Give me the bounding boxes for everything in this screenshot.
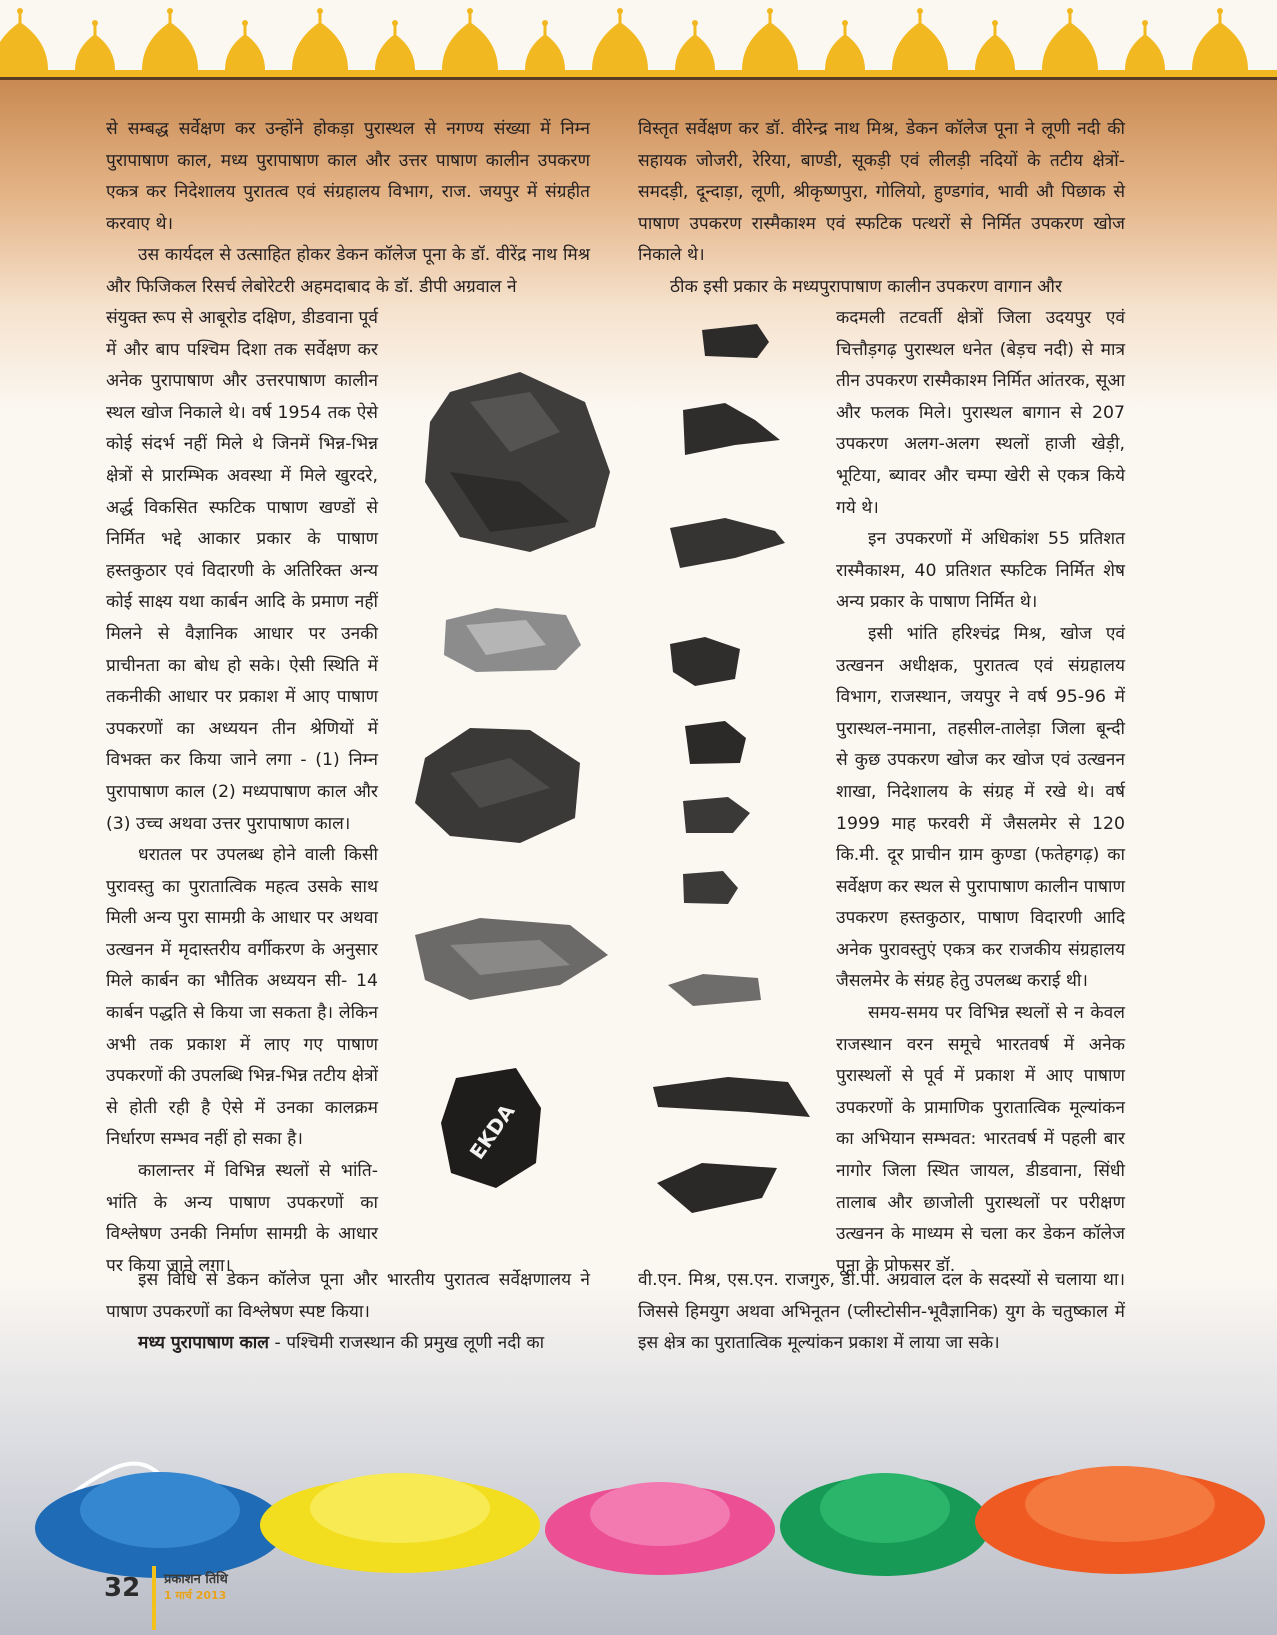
paragraph: उस कार्यदल से उत्साहित होकर डेकन कॉलेज पूना के डॉ. वीरेंद्र नाथ मिश्र और फिजिकल रिसर्च लेबोरेटरी अहमदाबाद के डॉ. डीपी अग्रवाल ने: [106, 245, 590, 297]
dome-shape: [75, 34, 115, 70]
paragraph: कालान्तर में विभिन्न स्थलों से भांति-भांति के अन्य पाषाण उपकरणों का विश्लेषण उनकी निर्माण सामग्री के आधार पर किया जाने लगा।: [106, 1161, 378, 1276]
dome-shape: [892, 22, 948, 70]
stone-tool-image: [663, 970, 763, 1010]
paragraph: संयुक्त रूप से आबूरोड दक्षिण, डीडवाना पूर्व में और बाप पश्चिम दिशा तक सर्वेक्षण कर अनेक पुरापाषाण और उत्तरपाषाण कालीन स्थल खोज निकाले थे। वर्ष 1954 तक ऐसे कोई संदर्भ नहीं मिले थे जिनमें भिन्न-भिन्न क्षेत्रों से प्रारम्भिक अवस्था में मिले खुरदरे, अर्द्ध विकसित स्फटिक पाषाण खण्डों से निर्मित भद्दे आकार प्रकार के पाषाण हस्तकुठार एवं विदारणी के अतिरिक्त अन्य कोई साक्ष्य यथा कार्बन आदि के प्रमाण नहीं मिलने से वैज्ञानिक आधार पर उनकी प्राचीनता का बोध हो सके। ऐसी स्थिति में तकनीकी आधार पर प्रकाश में आए पाषाण उपकरणों का अध्ययन तीन श्रेणियों में विभक्त कर किया जाने लगा - (1) निम्न पुरापाषाण काल (2) मध्यपाषाण काल और (3) उच्च अथवा उत्तर पुरापाषाण काल।: [106, 308, 378, 834]
col1-bottom-text: [106, 1265, 590, 1360]
paragraph: इन उपकरणों में अधिकांश 55 प्रतिशत रास्मैकाश्म, 40 प्रतिशत स्फटिक निर्मित शेष अन्य प्रकार के पाषाण निर्मित थे।: [836, 529, 1125, 613]
dome-shape: [225, 34, 265, 70]
footer-divider: [152, 1566, 156, 1630]
stone-tool-image: [436, 600, 586, 680]
dome-shape: [442, 22, 498, 70]
dome-shape: [375, 34, 415, 70]
col1-narrow-text: [106, 303, 378, 1282]
paragraph: वी.एन. मिश्र, एस.एन. राजगुरु, डी.पी. अग्रवाल दल के सदस्यों से चलाया था। जिससे हिमयुग अथवा अभिनूतन (प्लीस्टोसीन-भूवैज्ञानिक) युग के चतुष्काल में इस क्षेत्र का पुरातात्विक मूल्यांकन प्रकाश में लाया जा सके।: [638, 1270, 1125, 1354]
stone-tool-image: [680, 718, 750, 768]
paragraph: समय-समय पर विभिन्न स्थलों से न केवल राजस्थान वरन समूचे भारतवर्ष में अनेक पुरास्थलों से पूर्व में प्रकाश में आए पाषाण उपकरणों के प्रामाणिक पुरातात्विक मूल्यांकन का अभियान सम्भवत: भारतवर्ष में पहली बार नागोर जिला स्थित जायल, डीडवाना, सिंधी तालाब और छाजोली पुरास्थलों पर परीक्षण उत्खनन के माध्यम से चला कर डेकन कॉलेज पूना के प्रोफसर डॉ.: [836, 1003, 1125, 1276]
col2-narrow-text: [836, 303, 1125, 1282]
paragraph: इस विधि से डेकन कॉलेज पूना और भारतीय पुरातत्व सर्वेक्षणालय ने पाषाण उपकरणों का विश्लेषण स्पष्ट किया।: [106, 1270, 590, 1322]
paragraph: [106, 1328, 590, 1360]
dome-shape: [1042, 22, 1098, 70]
dome-shape: [1192, 22, 1248, 70]
dome-shape: [292, 22, 348, 70]
paragraph: से सम्बद्ध सर्वेक्षण कर उन्होंने होकड़ा पुरास्थल से नगण्य संख्या में निम्न पुरापाषाण काल, मध्य पुरापाषाण काल और उत्तर पाषाण कालीन उपकरण एकत्र कर निदेशालय पुरातत्व एवं संग्रहालय विभाग, राज. जयपुर में संग्रहीत करवाए थे।: [106, 119, 590, 234]
stone-tool-image: [665, 513, 790, 573]
dome-shape: [1125, 34, 1165, 70]
header-domes-border: [0, 0, 1277, 84]
dome-shape: [675, 34, 715, 70]
page-number: 32: [104, 1573, 141, 1603]
dome-shape: [592, 22, 648, 70]
stone-tool-image: [410, 910, 610, 1005]
heading-continuation: - पश्चिमी राजस्थान की प्रमुख लूणी नदी का: [268, 1333, 545, 1354]
stone-tool-image: [678, 793, 753, 838]
paragraph: ठीक इसी प्रकार के मध्यपुरापाषाण कालीन उपकरण वागान और: [670, 276, 1063, 297]
stone-tool-image: [648, 1072, 813, 1127]
domes-illustration: [0, 0, 1277, 84]
paragraph: विस्तृत सर्वेक्षण कर डॉ. वीरेन्द्र नाथ मिश्र, डेकन कॉलेज पूना ने लूणी नदी की सहायक जोजरी, रेरिया, बाण्डी, सूकड़ी एवं लीलड़ी नदियों के तटीय क्षेत्रों- समदड़ी, दून्दाड़ा, लूणी, श्रीकृष्णपुरा, गोलियो, हुण्डगांव, भावी औ पिछाक से पाषाण उपकरण रास्मैकाश्म एवं स्फटिक पत्थरों से निर्मित उपकरण खोज निकाले थे।: [638, 119, 1125, 266]
dome-shape: [525, 34, 565, 70]
stone-tool-image: [678, 868, 740, 908]
section-heading: मध्य पुरापाषाण काल: [138, 1333, 269, 1354]
dome-shape: [0, 22, 48, 70]
stone-tool-image: [436, 1063, 546, 1193]
paragraph: कदमली तटवर्ती क्षेत्रों जिला उदयपुर एवं चित्तौड़गढ़ पुरास्थल धनेत (बेड़च नदी) से मात्र तीन उपकरण रास्मैकाश्म निर्मित आंतरक, सूआ और फलक मिले। पुरास्थल बागान से 207 उपकरण अलग-अलग स्थलों हाजी खेड़ी, भूटिया, ब्यावर और चम्पा खेरी से एकत्र किये गये थे।: [836, 308, 1125, 518]
dome-shape: [975, 34, 1015, 70]
stone-tool-image: [652, 1158, 782, 1218]
dome-shape: [825, 34, 865, 70]
paragraph: धरातल पर उपलब्ध होने वाली किसी पुरावस्तु का पुरातात्विक महत्व उसके साथ मिली अन्य पुरा सामग्री के आधार पर अथवा उत्खनन में मृदास्तरीय वर्गीकरण के अनुसार मिले कार्बन का भौतिक अध्ययन सी- 14 कार्बन पद्धति से किया जा सकता है। लेकिन अभी तक प्रकाश में लाए गए पाषाण उपकरणों की उपलब्धि भिन्न-भिन्न तटीय क्षेत्रों से होती रही है ऐसे में उनका कालक्रम निर्धारण सम्भव नहीं हो सका है।: [106, 845, 378, 1150]
colored-powders-illustration: [0, 1430, 1277, 1635]
stone-tool-image: [410, 718, 590, 848]
dome-shape: [142, 22, 198, 70]
stone-tool-image: [665, 634, 745, 689]
publication-date: 1 मार्च 2013: [164, 1589, 227, 1602]
paragraph: इसी भांति हरिश्चंद्र मिश्र, खोज एवं उत्खनन अधीक्षक, पुरातत्व एवं संग्रहालय विभाग, राजस्थान, जयपुर ने वर्ष 95-96 में पुरास्थल-नमाना, तहसील-तालेड़ा जिला बून्दी से कुछ उपकरण खोज कर खोज एवं उत्खनन शाखा, निदेशालय के संग्रह में रखे थे। वर्ष 1999 माह फरवरी में जैसलमेर से 120 कि.मी. दूर प्राचीन ग्राम कुण्डा (फतेहगढ़) का सर्वेक्षण कर स्थल से पुरापाषाण कालीन पाषाण उपकरण हस्तकुठार, पाषाण विदारणी आदि अनेक पुरावस्तुएं एकत्र कर राजकीय संग्रहालय जैसलमेर के संग्रह हेतु उपलब्ध कराई थी।: [836, 623, 1125, 992]
publication-date-label: प्रकाशन तिथि: [164, 1572, 228, 1587]
stone-tool-image: [675, 400, 785, 460]
col1-top-text: [106, 114, 590, 304]
stone-label: EKDA: [464, 1099, 520, 1164]
dome-shape: [742, 22, 798, 70]
stone-tool-image: [697, 322, 772, 362]
stone-tool-image: [410, 362, 625, 562]
col2-bottom-text: [638, 1265, 1125, 1360]
col2-top-text: [638, 114, 1125, 304]
